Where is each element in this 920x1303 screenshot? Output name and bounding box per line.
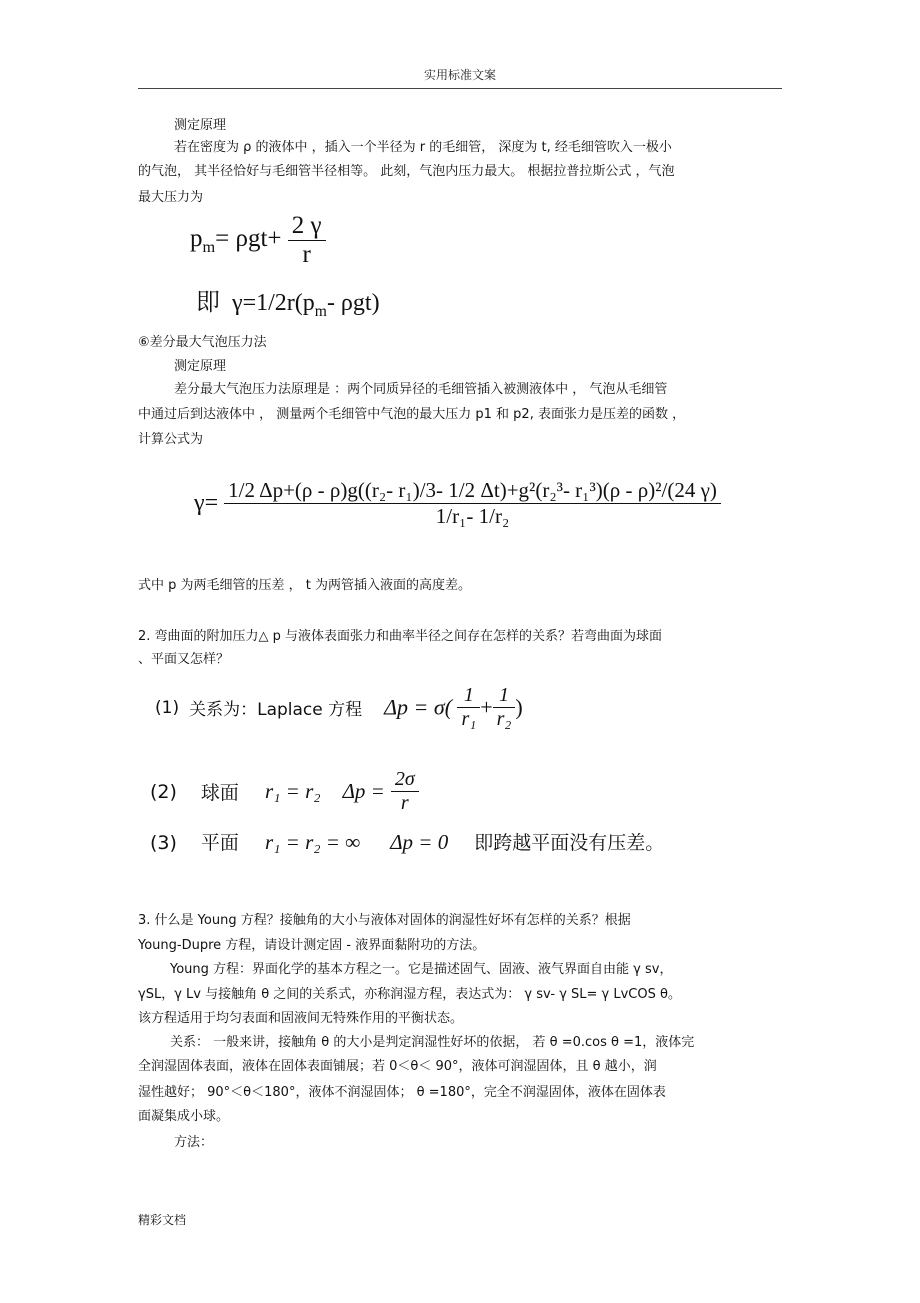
paragraph-line: 湿性越好； 90°＜θ＜180°，液体不润湿固体； θ =180°，完全不润湿固体，液体在固体表 xyxy=(138,1085,666,1100)
formula-eq: = ρgt+ xyxy=(215,225,282,253)
paragraph-line: 若在密度为 ρ 的液体中 ，插入一个半径为 r 的毛细管， 深度为 t, 经毛细管吹入一极小 xyxy=(174,140,672,155)
fraction xyxy=(391,768,419,815)
differential-pressure-formula xyxy=(194,478,721,529)
item-label: (2) xyxy=(150,780,177,803)
formula-lhs: γ= xyxy=(194,490,219,516)
answer-item-3 xyxy=(150,828,664,855)
formula-note: 式中 p 为两毛细管的压差 ， t 为两管插入液面的高度差。 xyxy=(138,578,472,593)
fraction-denominator: r xyxy=(288,240,326,269)
item-label: (1) xyxy=(155,697,180,718)
answer-item-2 xyxy=(150,768,419,815)
formula-body: γ=1/2r(p xyxy=(232,290,315,316)
fraction-denominator: 1/r₁- 1/r₂ xyxy=(224,503,721,529)
condition: r₁ = r₂ xyxy=(264,779,321,803)
page-header: 实用标准文案 xyxy=(423,68,496,82)
question-line: 、平面又怎样？ xyxy=(138,652,230,667)
item-text: 即跨越平面没有压差。 xyxy=(474,832,665,854)
fraction-numerator: 2 γ xyxy=(291,212,322,239)
fraction-1 xyxy=(457,684,480,731)
paragraph-line: 差分最大气泡压力法原理是 ：两个同质异径的毛细管插入被测液体中 ， 气泡从毛细管 xyxy=(174,382,668,397)
paragraph-line: 方法： xyxy=(174,1135,214,1150)
item-label: (3) xyxy=(150,832,177,854)
paragraph-line: 全润湿固体表面，液体在固体表面铺展；若 0＜θ＜ 90°，液体可润湿固体，且 θ 越小，润 xyxy=(138,1059,657,1074)
pressure-lhs: Δp = xyxy=(342,779,385,803)
section-heading: 测定原理 xyxy=(174,359,227,374)
plus-sign: + xyxy=(480,694,493,720)
fraction-numerator: 1 xyxy=(499,684,510,706)
paragraph-line: 该方程适用于均匀表面和固液间无特殊作用的平衡状态。 xyxy=(138,1011,464,1026)
question-line: 2. 弯曲面的附加压力△ p 与液体表面张力和曲率半径之间存在怎样的关系？若弯曲面为球面 xyxy=(138,629,663,644)
page-footer: 精彩文档 xyxy=(138,1213,187,1227)
formula-fraction xyxy=(224,478,721,529)
formula-tail: - ρgt) xyxy=(326,290,380,316)
laplace-lhs: Δp = σ( xyxy=(384,694,453,720)
bubble-pressure-formula xyxy=(190,212,326,269)
fraction-denominator: r xyxy=(391,791,419,815)
paragraph-line: 最大压力为 xyxy=(138,190,204,205)
pressure-equation: Δp = 0 xyxy=(390,830,449,854)
question-line: Young-Dupre 方程，请设计测定固 - 液界面黏附功的方法。 xyxy=(138,938,486,953)
paragraph-line: 面凝集成小球。 xyxy=(138,1109,230,1124)
fraction-numerator: 1/2 Δp+(ρ - ρ)g((r₂- r₁)/3- 1/2 Δt)+g²(r₂³- r₁³)(ρ - ρ)²/(24 γ) xyxy=(228,478,717,502)
formula-sub: m xyxy=(314,302,327,320)
paragraph-line: Young 方程：界面化学的基本方程之一。它是描述固气、固液、液气界面自由能 γ sv， xyxy=(170,962,673,977)
item-word: 球面 xyxy=(200,782,239,804)
close-paren: ) xyxy=(515,694,523,720)
condition: r₁ = r₂ = ∞ xyxy=(264,830,361,854)
fraction-2 xyxy=(493,684,516,731)
paragraph-line: 的气泡， 其半径恰好与毛细管半径相等。 此刻，气泡内压力最大。 根据拉普拉斯公式 ，气泡 xyxy=(138,164,675,179)
item-text: 关系为：Laplace 方程 xyxy=(189,700,363,720)
formula-prefix: 即 xyxy=(196,290,220,316)
formula-lhs: p xyxy=(190,225,203,253)
surface-tension-formula xyxy=(196,282,380,321)
paragraph-line: γSL，γ Lv 与接触角 θ 之间的关系式，亦称润湿方程，表达式为： γ sv- γ SL= γ LvCOS θ。 xyxy=(138,987,681,1002)
fraction-numerator: 1 xyxy=(463,684,474,706)
fraction-denominator: r₁ xyxy=(457,707,480,731)
paragraph-line: 计算公式为 xyxy=(138,432,204,447)
formula-fraction xyxy=(288,212,326,269)
section-title: ⑥差分最大气泡压力法 xyxy=(138,335,267,350)
paragraph-line: 关系： 一般来讲，接触角 θ 的大小是判定润湿性好坏的依据， 若 θ =0.cos θ =1，液体完 xyxy=(170,1035,695,1050)
formula-lhs-sub: m xyxy=(202,238,216,257)
fraction-denominator: r₂ xyxy=(493,707,516,731)
item-word: 平面 xyxy=(200,832,239,854)
section-heading: 测定原理 xyxy=(174,118,227,133)
paragraph-line: 中通过后到达液体中 ， 测量两个毛细管中气泡的最大压力 p1 和 p2, 表面张力是压差的函数 ， xyxy=(138,407,686,422)
answer-item-1 xyxy=(155,684,523,731)
fraction-numerator: 2σ xyxy=(394,768,415,790)
question-line: 3. 什么是 Young 方程？接触角的大小与液体对固体的润湿性好坏有怎样的关系？根据 xyxy=(138,913,631,928)
header-divider xyxy=(138,88,782,89)
